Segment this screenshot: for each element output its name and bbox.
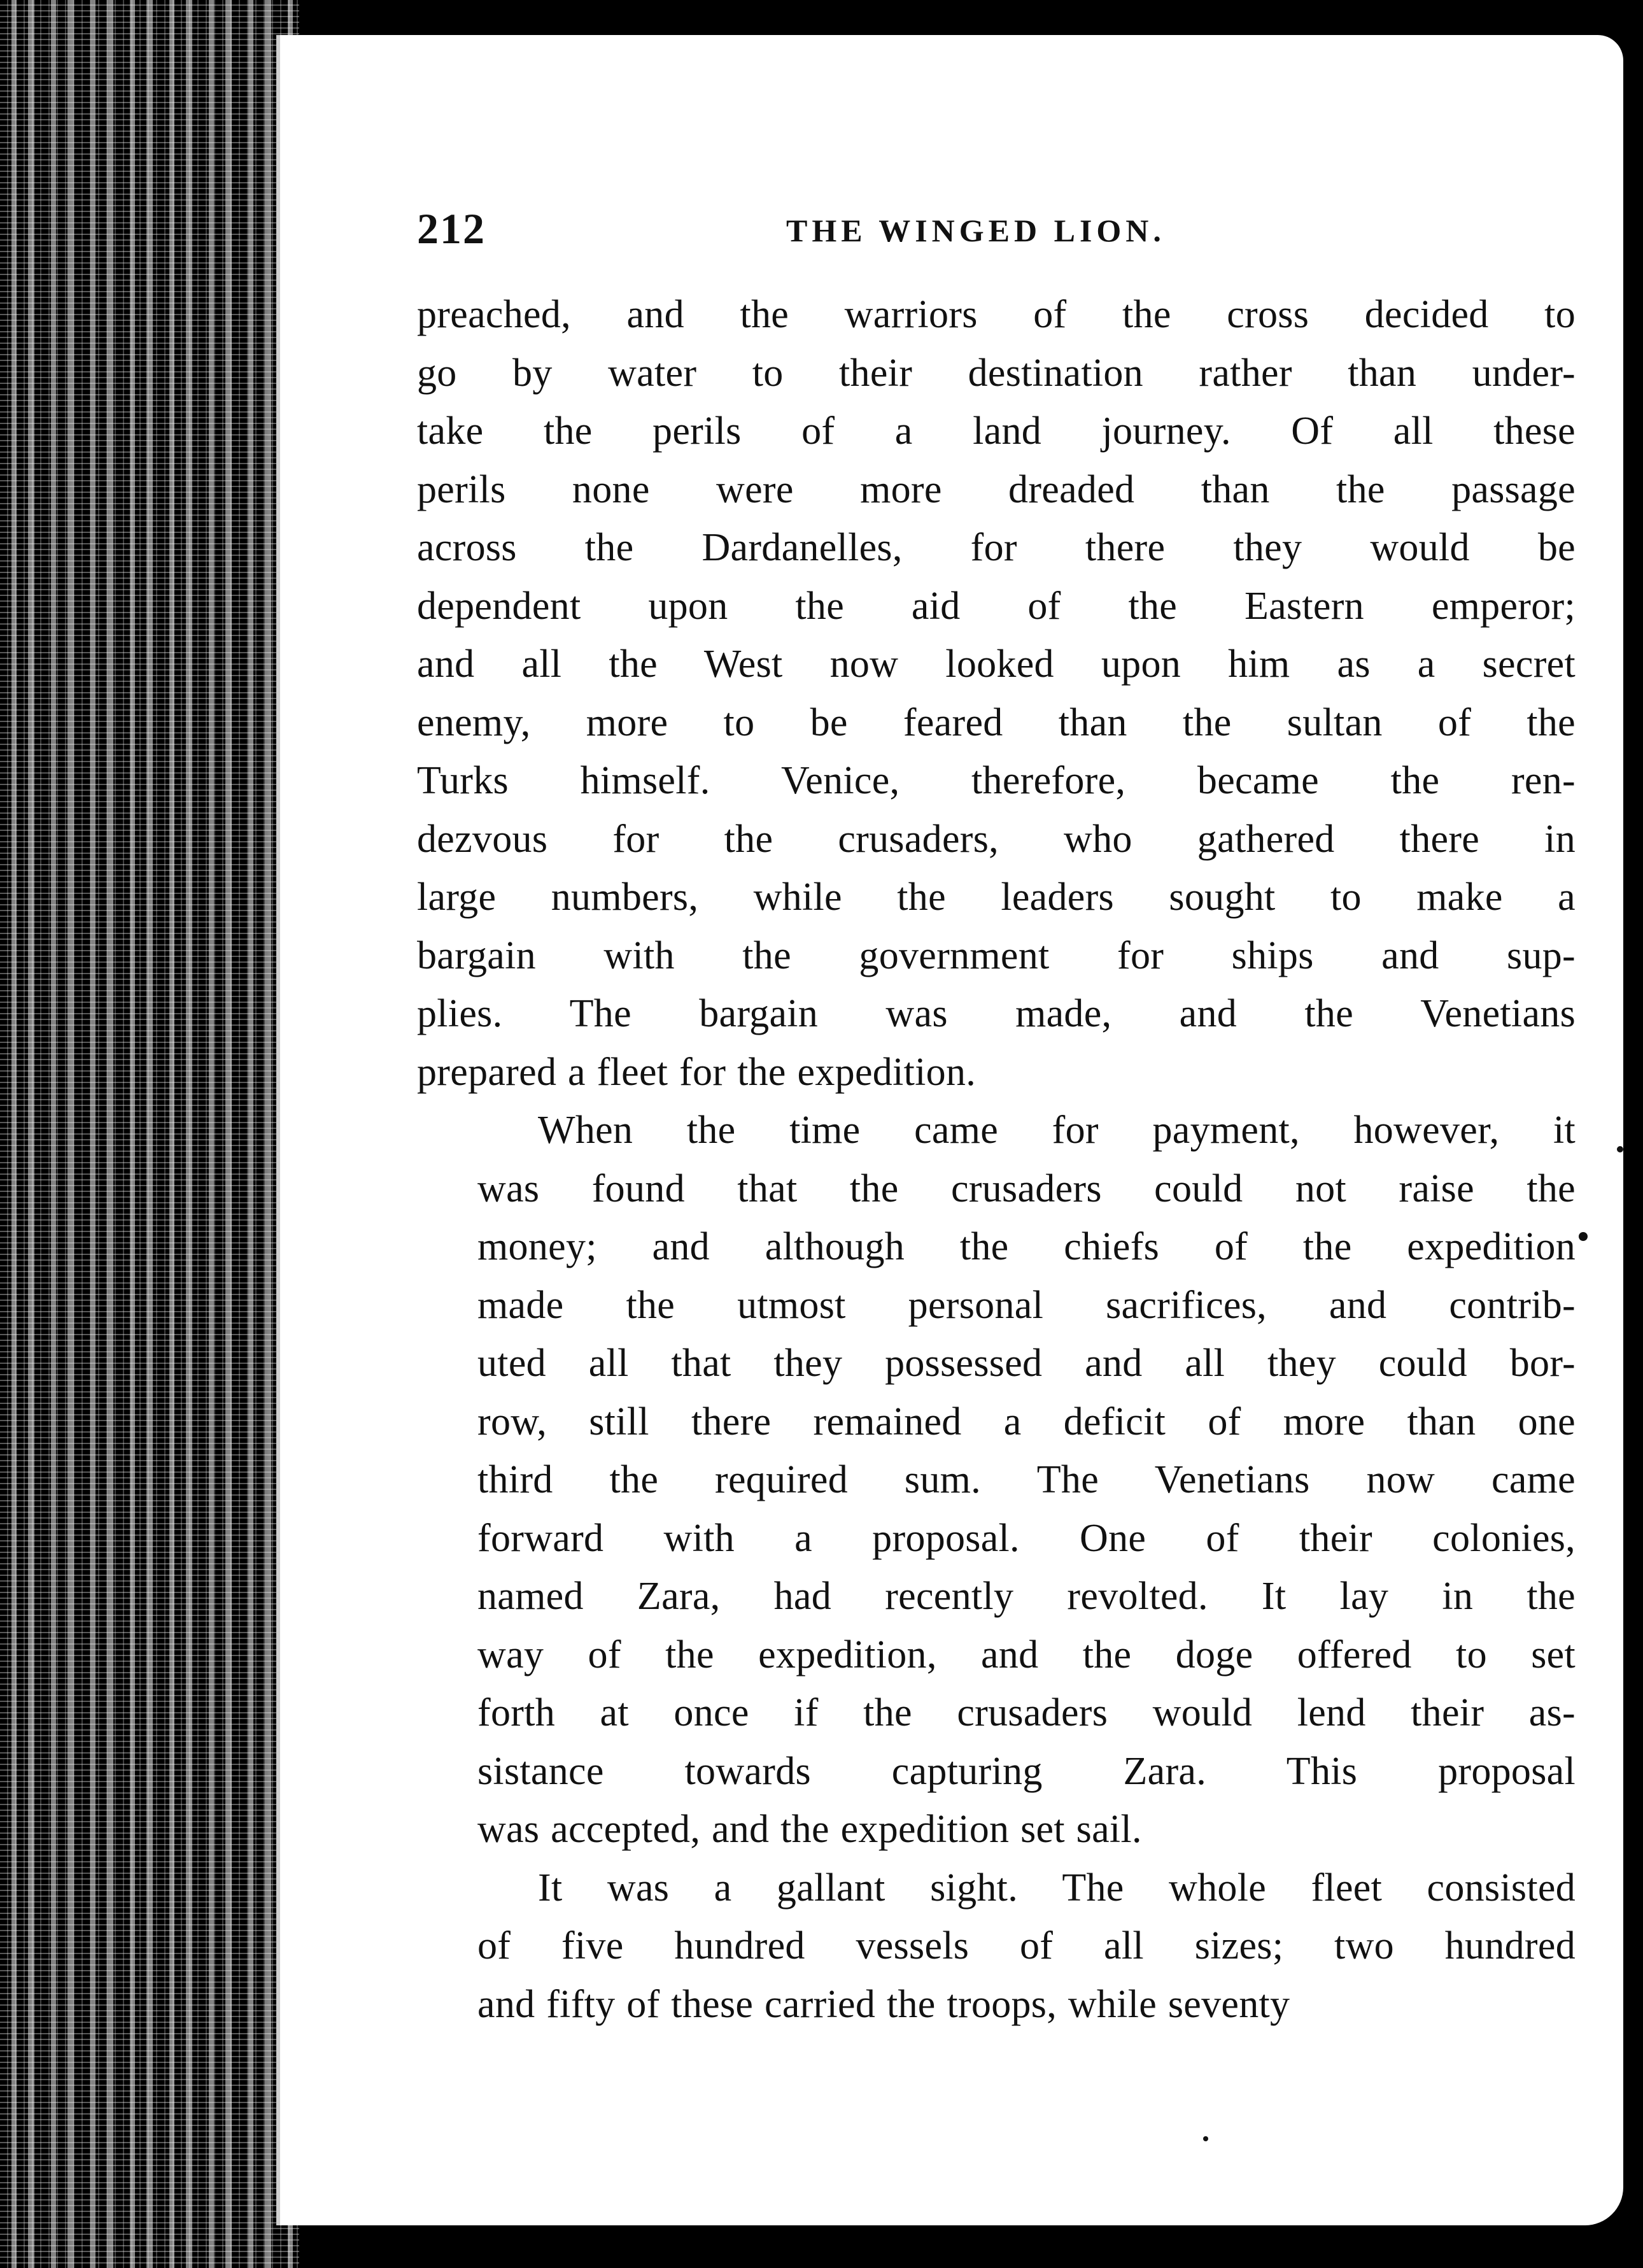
text-line: named Zara, had recently revolted. It lay in the bbox=[477, 1575, 1576, 1618]
text-line: perils none were more dreaded than the passage bbox=[417, 467, 1576, 511]
text-line: row, still there remained a deficit of more than one bbox=[477, 1400, 1576, 1443]
text-line: bargain with the government for ships and sup- bbox=[417, 933, 1576, 977]
running-title: THE WINGED LION. bbox=[786, 213, 1166, 248]
text-line: take the perils of a land journey. Of all these bbox=[417, 409, 1576, 453]
text-line: prepared a fleet for the expedition. bbox=[417, 1050, 977, 1094]
scan-speck bbox=[1203, 2136, 1208, 2141]
text-line: sistance towards capturing Zara. This proposal bbox=[477, 1749, 1576, 1793]
text-line: was accepted, and the expedition set sail. bbox=[477, 1808, 1142, 1851]
page-content bbox=[417, 194, 1576, 2034]
text-line: was found that the crusaders could not raise the bbox=[477, 1166, 1576, 1210]
scan-speck bbox=[1617, 1146, 1623, 1152]
text-line: preached, and the warriors of the cross decided to bbox=[417, 293, 1576, 336]
text-line: uted all that they possessed and all they could bor- bbox=[477, 1342, 1576, 1385]
text-line: When the time came for payment, however, it bbox=[538, 1109, 1576, 1152]
text-line: and all the West now looked upon him as a secret bbox=[417, 642, 1576, 686]
body-text bbox=[417, 286, 1576, 2034]
book-page bbox=[280, 35, 1623, 2225]
text-line: and fifty of these carried the troops, while seventy bbox=[477, 1982, 1290, 2026]
text-line: third the required sum. The Venetians now came bbox=[477, 1458, 1576, 1501]
text-line: forth at once if the crusaders would lend their as- bbox=[477, 1691, 1576, 1734]
running-head bbox=[417, 194, 1576, 264]
text-line: money; and although the chiefs of the expedition bbox=[477, 1225, 1576, 1268]
text-line: dezvous for the crusaders, who gathered there in bbox=[417, 817, 1576, 861]
scan-speck bbox=[1579, 1232, 1588, 1241]
text-line: enemy, more to be feared than the sultan of the bbox=[417, 700, 1576, 744]
text-line: of five hundred vessels of all sizes; two hundred bbox=[477, 1924, 1576, 1967]
paragraph bbox=[417, 1859, 1576, 2034]
text-line: dependent upon the aid of the Eastern emperor; bbox=[417, 584, 1576, 628]
text-line: go by water to their destination rather than under- bbox=[417, 351, 1576, 395]
text-line: plies. The bargain was made, and the Venetians bbox=[417, 992, 1576, 1035]
page-number: 212 bbox=[417, 204, 486, 253]
text-line: way of the expedition, and the doge offered to set bbox=[477, 1633, 1576, 1676]
paragraph bbox=[417, 286, 1576, 1102]
text-line: across the Dardanelles, for there they would be bbox=[417, 526, 1576, 569]
text-line: Turks himself. Venice, therefore, became the ren- bbox=[417, 759, 1576, 802]
text-line: large numbers, while the leaders sought to make a bbox=[417, 875, 1576, 919]
text-line: It was a gallant sight. The whole fleet consisted bbox=[538, 1866, 1576, 1910]
paragraph bbox=[417, 1102, 1576, 1859]
scan-noise bbox=[0, 0, 299, 2268]
text-line: forward with a proposal. One of their colonies, bbox=[477, 1516, 1576, 1560]
text-line: made the utmost personal sacrifices, and contrib- bbox=[477, 1283, 1576, 1327]
